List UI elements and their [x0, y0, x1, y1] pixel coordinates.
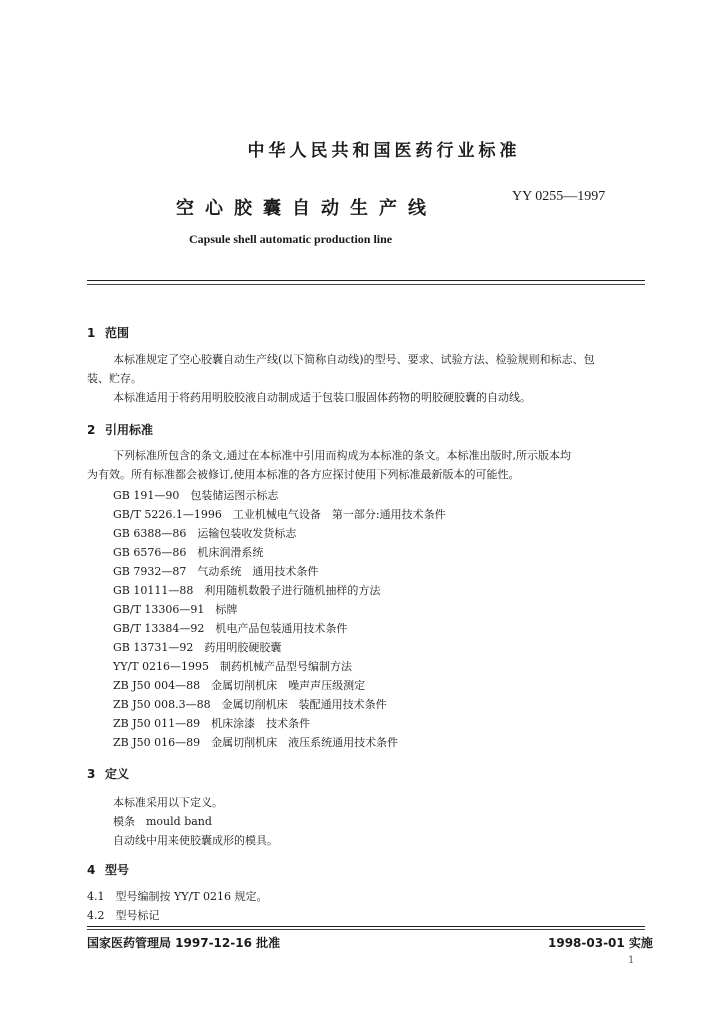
header-rule: [87, 280, 645, 281]
subsection-4-2: 4.2 型号标记: [87, 909, 160, 922]
section-3-line-1: 本标准采用以下定义。: [113, 796, 223, 809]
reference-item: GB/T 13306—91 标牌: [113, 603, 238, 616]
reference-item: ZB J50 011—89 机床涂漆 技术条件: [113, 717, 311, 730]
section-title: 范围: [105, 326, 130, 340]
reference-item: GB 13731—92 药用明胶硬胶囊: [113, 641, 282, 654]
section-3-heading: [87, 765, 129, 782]
section-1-heading: [87, 324, 129, 341]
subsection-4-1: 4.1 型号编制按 YY/T 0216 规定。: [87, 890, 268, 903]
section-title: 型号: [105, 863, 130, 877]
header-rule-thin: [87, 284, 645, 285]
document-title: 空心胶囊自动生产线: [176, 198, 437, 219]
section-title: 定义: [105, 767, 130, 781]
reference-item: YY/T 0216—1995 制药机械产品型号编制方法: [113, 660, 353, 673]
reference-item: GB/T 13384—92 机电产品包装通用技术条件: [113, 622, 348, 635]
reference-item: ZB J50 004—88 金属切削机床 噪声声压级测定: [113, 679, 366, 692]
section-number: 2: [87, 423, 96, 437]
reference-item: GB 191—90 包装储运图示标志: [113, 489, 279, 502]
page-number: 1: [628, 955, 635, 966]
footer-rule-thin: [87, 929, 645, 930]
definition-text: 自动线中用来使胶囊成形的模具。: [113, 834, 278, 847]
section-1-paragraph-1-line-2: 装、贮存。: [87, 372, 142, 385]
reference-item: GB 10111—88 利用随机数骰子进行随机抽样的方法: [113, 584, 381, 597]
section-1-paragraph-1-line-1: 本标准规定了空心胶囊自动生产线(以下简称自动线)的型号、要求、试验方法、检验规则和标志、包: [113, 353, 595, 366]
reference-item: GB 6388—86 运输包装收发货标志: [113, 527, 297, 540]
issuing-organization: 中华人民共和国医药行业标准: [247, 141, 521, 161]
approval-date: 国家医药管理局 1997-12-16 批准: [87, 936, 281, 950]
section-2-intro-line-2: 为有效。所有标准都会被修订,使用本标准的各方应探讨使用下列标准最新版本的可能性。: [87, 468, 520, 481]
section-number: 1: [87, 326, 96, 340]
reference-item: GB 6576—86 机床润滑系统: [113, 546, 264, 559]
section-1-paragraph-2: 本标准适用于将药用明胶胶液自动制成适于包装口服固体药物的明胶硬胶囊的自动线。: [113, 391, 531, 404]
effective-date: 1998-03-01 实施: [548, 936, 653, 950]
footer-rule: [87, 926, 645, 927]
section-2-intro-line-1: 下列标准所包含的条文,通过在本标准中引用而构成为本标准的条文。本标准出版时,所示版本均: [113, 449, 571, 462]
definition-term: 模条 mould band: [113, 815, 212, 828]
section-number: 4: [87, 863, 96, 877]
section-4-heading: [87, 861, 129, 878]
section-number: 3: [87, 767, 96, 781]
reference-item: ZB J50 016—89 金属切削机床 液压系统通用技术条件: [113, 736, 399, 749]
standard-number: YY 0255—1997: [512, 189, 606, 204]
section-2-heading: [87, 421, 153, 438]
reference-item: ZB J50 008.3—88 金属切削机床 装配通用技术条件: [113, 698, 387, 711]
reference-item: GB 7932—87 气动系统 通用技术条件: [113, 565, 319, 578]
english-title: Capsule shell automatic production line: [189, 232, 393, 246]
section-title: 引用标准: [105, 423, 154, 437]
reference-item: GB/T 5226.1—1996 工业机械电气设备 第一部分:通用技术条件: [113, 508, 446, 521]
